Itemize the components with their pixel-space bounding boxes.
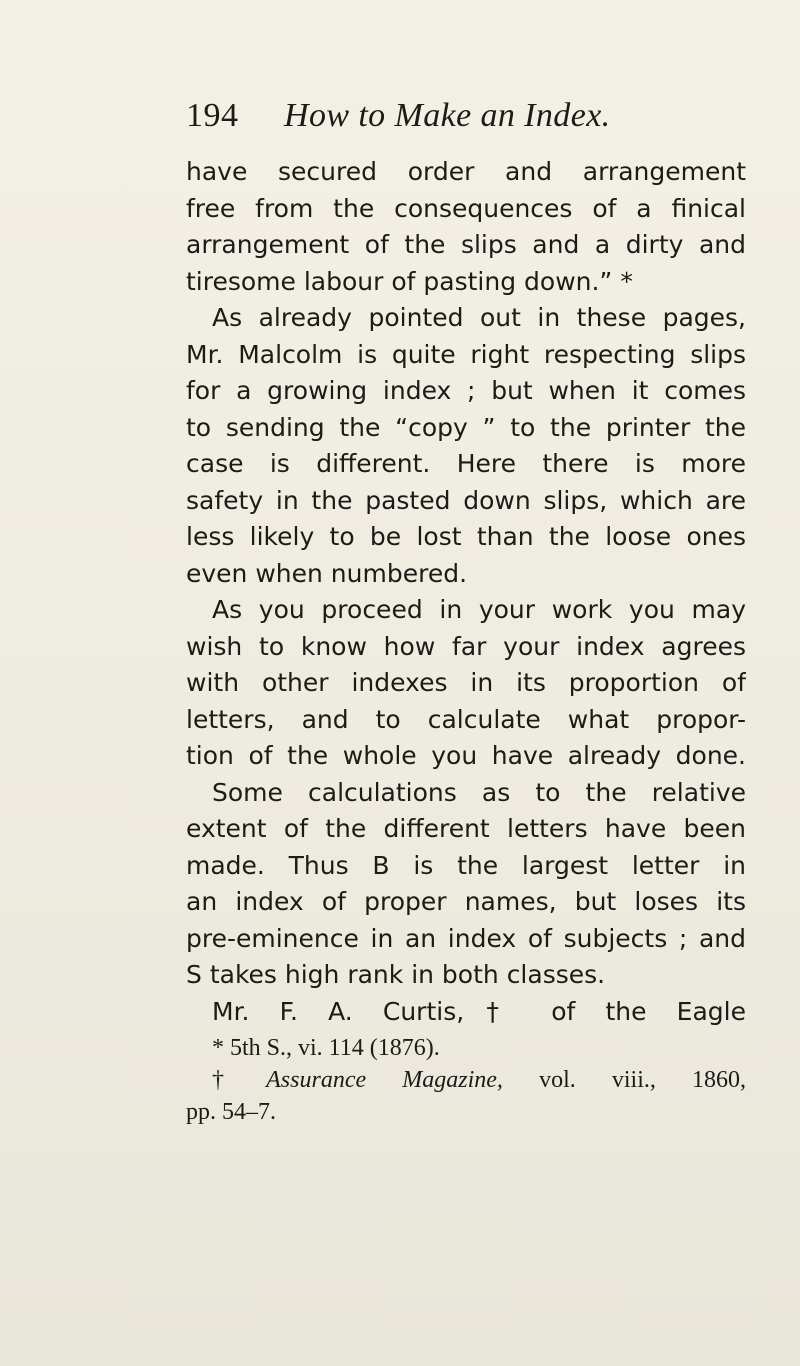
footnote-1: * 5th S., vi. 114 (1876). <box>212 1035 440 1061</box>
body-line: have secured order and arrangement <box>186 157 746 186</box>
body-line: with other indexes in its proportion of <box>186 668 746 697</box>
body-line: made. Thus B is the largest letter in <box>186 850 746 880</box>
running-title: How to Make an Index. <box>284 97 611 134</box>
body-line: Some calculations as to the relative <box>212 777 746 807</box>
footnote-2-rest: vol. viii., 1860, <box>539 1067 746 1093</box>
body-line: tion of the whole you have already done. <box>186 741 746 770</box>
page-number: 194 <box>186 97 239 134</box>
body-line: an index of proper names, but loses its <box>186 887 746 916</box>
body-line: safety in the pasted down slips, which are <box>186 485 746 515</box>
footnote-2 <box>186 1064 746 1096</box>
body-line: letters, and to calculate what propor- <box>186 704 746 734</box>
body-line: less likely to be lost than the loose ones <box>186 522 746 551</box>
body-line: free from the consequences of a finical <box>186 193 746 223</box>
body-line: pre-eminence in an index of subjects ; and <box>186 923 746 953</box>
body-line: to sending the “copy ” to the printer the <box>186 412 746 442</box>
body-line: As already pointed out in these pages, <box>212 303 746 332</box>
body-line: even when numbered. <box>186 558 468 588</box>
footnote-2-title: Assurance Magazine, <box>266 1067 503 1093</box>
body-line: case is different. Here there is more <box>186 449 746 478</box>
body-line: tiresome labour of pasting down.” * <box>186 266 633 296</box>
body-line: arrangement of the slips and a dirty and <box>186 230 746 259</box>
footnotes <box>186 1032 746 1128</box>
body-line: As you proceed in your work you may <box>212 595 746 624</box>
body-line: extent of the different letters have been <box>186 814 746 843</box>
page-header <box>186 96 746 136</box>
footnote-2-mark: † <box>212 1067 255 1093</box>
body-line: S takes high rank in both classes. <box>186 960 606 989</box>
body-line: wish to know how far your index agrees <box>186 631 746 661</box>
body-line: Mr. F. A. Curtis,† of the Eagle <box>212 996 746 1026</box>
footnote-2-pages: pp. 54–7. <box>186 1099 276 1125</box>
body-line: Mr. Malcolm is quite right respecting slips <box>186 339 746 369</box>
body-text <box>186 154 746 1030</box>
body-line: for a growing index ; but when it comes <box>186 376 746 405</box>
